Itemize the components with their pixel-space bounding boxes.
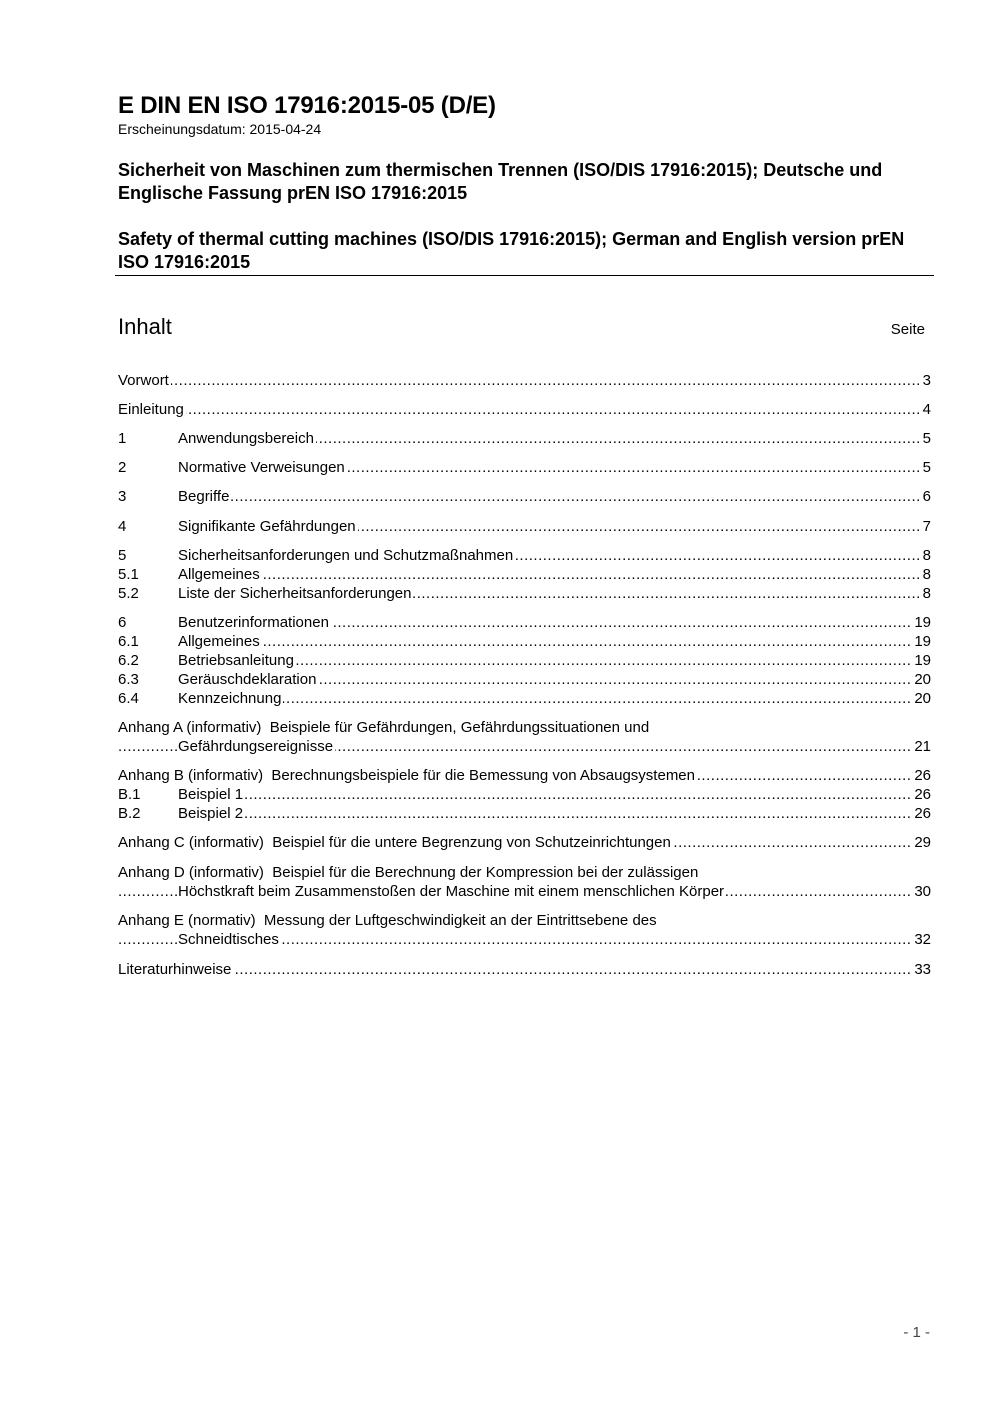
toc-entry-page: 19 bbox=[914, 614, 931, 631]
toc-entry-label: Literaturhinweise bbox=[118, 961, 232, 978]
toc-page-column-heading: Seite bbox=[890, 321, 925, 338]
toc-entry-number: 2 bbox=[118, 458, 178, 477]
toc-entry-page: 29 bbox=[914, 834, 931, 851]
toc-entry-number: 6.4 bbox=[118, 689, 178, 708]
toc-entry-label-continuation: Schneidtisches bbox=[178, 931, 279, 948]
toc-entry[interactable] bbox=[118, 651, 931, 670]
toc-entry[interactable] bbox=[118, 613, 931, 632]
toc-entry-label: Allgemeines bbox=[178, 633, 260, 650]
toc-entry-annex-first-line[interactable] bbox=[118, 911, 931, 930]
toc-entry[interactable] bbox=[118, 785, 931, 804]
toc-entry-number: B.2 bbox=[118, 804, 178, 823]
toc-entry-page: 6 bbox=[922, 488, 931, 505]
title-english: Safety of thermal cutting machines (ISO/DIS 17916:2015); German and English version prEN ISO 17916:2015 bbox=[118, 229, 905, 272]
toc-entry[interactable] bbox=[118, 766, 931, 785]
toc-entry-page: 19 bbox=[914, 633, 931, 650]
toc-entry[interactable] bbox=[118, 517, 931, 536]
toc-entry[interactable] bbox=[118, 584, 931, 603]
toc-entry-label: Kennzeichnung bbox=[178, 690, 282, 707]
toc-entry[interactable] bbox=[118, 487, 931, 506]
toc-entry[interactable] bbox=[118, 689, 931, 708]
toc-entry-page: 26 bbox=[914, 805, 931, 822]
dot-leader bbox=[118, 400, 931, 419]
toc-entry-label: Beispiel 2 bbox=[178, 805, 244, 822]
toc-entry[interactable] bbox=[118, 371, 931, 390]
toc-entry-label: Benutzerinformationen bbox=[178, 614, 329, 631]
toc-entry[interactable] bbox=[118, 400, 931, 419]
toc-entry-label: Vorwort bbox=[118, 372, 169, 389]
toc-entry-number: 6.1 bbox=[118, 632, 178, 651]
toc-entry[interactable] bbox=[118, 833, 931, 852]
toc-entry-number: 6 bbox=[118, 613, 178, 632]
toc-entry-page: 20 bbox=[914, 690, 931, 707]
toc-entry-page: 21 bbox=[914, 738, 931, 755]
dot-leader bbox=[118, 960, 931, 979]
toc-entry-label: Betriebsanleitung bbox=[178, 652, 294, 669]
toc-entry[interactable] bbox=[118, 632, 931, 651]
toc-entry-label: Allgemeines bbox=[178, 566, 260, 583]
toc-heading: Inhalt bbox=[118, 314, 172, 339]
toc-entry-page: 8 bbox=[922, 547, 931, 564]
toc-entry-number: B.1 bbox=[118, 785, 178, 804]
toc-entry[interactable] bbox=[118, 565, 931, 584]
toc-entry-label: Begriffe bbox=[178, 488, 230, 505]
title-german: Sicherheit von Maschinen zum thermischen Trennen (ISO/DIS 17916:2015); Deutsche und Englische Fassung prEN ISO 17916:2015 bbox=[118, 160, 883, 203]
toc-entry[interactable] bbox=[118, 670, 931, 689]
toc-entry-label: Signifikante Gefährdungen bbox=[178, 518, 356, 535]
toc-entry-number: 6.2 bbox=[118, 651, 178, 670]
toc-entry-page: 5 bbox=[922, 430, 931, 447]
toc-entry-number: 5.2 bbox=[118, 584, 178, 603]
toc-entry-label: Anhang C (informativ) Beispiel für die untere Begrenzung von Schutzeinrichtungen bbox=[118, 834, 671, 851]
toc-entry-label: Normative Verweisungen bbox=[178, 459, 345, 476]
toc-entry[interactable] bbox=[118, 458, 931, 477]
dot-leader bbox=[118, 487, 931, 506]
dot-leader bbox=[118, 371, 931, 390]
toc-entry[interactable] bbox=[118, 930, 931, 949]
toc-entry-page: 20 bbox=[914, 671, 931, 688]
toc-entry-page: 8 bbox=[922, 566, 931, 583]
toc-entry-page: 4 bbox=[922, 401, 931, 418]
toc-entry-page: 5 bbox=[922, 459, 931, 476]
toc-entry-page: 7 bbox=[922, 518, 931, 535]
toc-entry-label: Anhang E (normativ) Messung der Luftgeschwindigkeit an der Eintrittsebene des bbox=[118, 912, 657, 929]
toc-entry-label-continuation: Höchstkraft beim Zusammenstoßen der Maschine mit einem menschlichen Körper bbox=[178, 883, 725, 900]
title-divider bbox=[115, 275, 934, 276]
toc-entry-label: Beispiel 1 bbox=[178, 786, 244, 803]
toc-entry-page: 8 bbox=[922, 585, 931, 602]
toc-entry-annex-first-line[interactable] bbox=[118, 718, 931, 737]
toc-entry-label: Anwendungsbereich bbox=[178, 430, 314, 447]
toc-entry-label: Geräuschdeklaration bbox=[178, 671, 317, 688]
toc-entry-label: Anhang B (informativ) Berechnungsbeispiele für die Bemessung von Absaugsystemen bbox=[118, 767, 695, 784]
toc-entry[interactable] bbox=[118, 737, 931, 756]
toc-entry-label: Anhang D (informativ) Beispiel für die Berechnung der Kompression bei der zulässigen bbox=[118, 864, 699, 881]
toc-entry[interactable] bbox=[118, 546, 931, 565]
toc-entry-page: 26 bbox=[914, 786, 931, 803]
document-id: E DIN EN ISO 17916:2015-05 (D/E) bbox=[118, 92, 496, 119]
toc-entry-page: 26 bbox=[914, 767, 931, 784]
toc-entry-number: 5.1 bbox=[118, 565, 178, 584]
toc-entry-number: 1 bbox=[118, 429, 178, 448]
publication-date: Erscheinungsdatum: 2015-04-24 bbox=[118, 121, 322, 137]
toc-entry-number: 3 bbox=[118, 487, 178, 506]
toc-entry-number: 5 bbox=[118, 546, 178, 565]
page-number: - 1 - bbox=[903, 1324, 930, 1341]
toc-entry-label: Sicherheitsanforderungen und Schutzmaßnahmen bbox=[178, 547, 514, 564]
toc-entry-page: 30 bbox=[914, 883, 931, 900]
toc-entry[interactable] bbox=[118, 429, 931, 448]
toc-entry-number: 6.3 bbox=[118, 670, 178, 689]
toc-entry[interactable] bbox=[118, 882, 931, 901]
toc-entry-page: 33 bbox=[914, 961, 931, 978]
toc-entry-annex-first-line[interactable] bbox=[118, 863, 931, 882]
toc-entry-label: Anhang A (informativ) Beispiele für Gefährdungen, Gefährdungssituationen und bbox=[118, 719, 650, 736]
toc-entry-number: 4 bbox=[118, 517, 178, 536]
toc-entry[interactable] bbox=[118, 960, 931, 979]
toc-entry-page: 19 bbox=[914, 652, 931, 669]
toc-entry-page: 3 bbox=[922, 372, 931, 389]
toc-entry-label: Liste der Sicherheitsanforderungen bbox=[178, 585, 412, 602]
toc-entry[interactable] bbox=[118, 804, 931, 823]
toc-entry-page: 32 bbox=[914, 931, 931, 948]
toc-entry-label-continuation: Gefährdungsereignisse bbox=[178, 738, 334, 755]
toc-entry-label: Einleitung bbox=[118, 401, 184, 418]
